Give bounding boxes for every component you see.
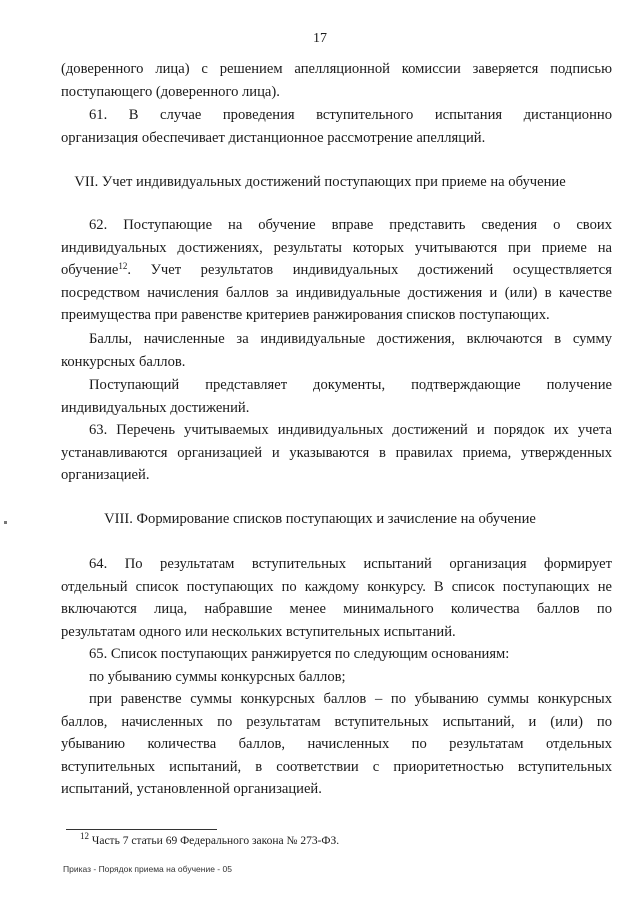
text-line: Поступающий представляет документы, подтверждающие получение	[89, 377, 612, 393]
text-line: 63. Перечень учитываемых индивидуальных достижений и порядок их учета	[89, 422, 612, 438]
paragraph-points	[61, 328, 612, 373]
text-line: включаются лица, набравшие менее минимального количества баллов по	[61, 601, 612, 617]
document-footer: Приказ - Порядок приема на обучение - 05	[63, 864, 232, 874]
paragraph-62	[61, 214, 612, 327]
text-line: Баллы, начисленные за индивидуальные достижения, включаются в сумму	[89, 331, 612, 347]
text-line-rest: . Учет результатов индивидуальных достижений осуществляется	[127, 262, 612, 278]
text-line: 65. Список поступающих ранжируется по следующим основаниям:	[89, 646, 510, 662]
list-item: по убыванию суммы конкурсных баллов;	[89, 668, 346, 685]
text-line: индивидуальных достижений.	[61, 399, 250, 416]
text-line: 62. Поступающие на обучение вправе представить сведения о своих	[89, 217, 612, 233]
paragraph-63	[61, 419, 612, 487]
text-line: 61. В случае проведения вступительного испытания дистанционно	[89, 107, 612, 123]
scan-margin-mark	[4, 521, 7, 524]
text-line: преимущества при равенстве критериев ранжирования списков поступающих.	[61, 307, 550, 323]
text-line: вступительных испытаний, в соответствии с приоритетностью вступительных	[61, 758, 612, 775]
text-line: организацией.	[61, 467, 150, 483]
text-line: индивидуальных достижениях, результаты которых учитываются при приеме на	[61, 239, 612, 256]
text-line: 64. По результатам вступительных испытаний организация формирует	[89, 556, 612, 572]
text-line: баллов, начисленных по результатам вступительных испытаний, и (или) по	[61, 713, 612, 730]
footnote-separator	[66, 829, 217, 830]
footnote-reference: 12	[118, 261, 128, 271]
text-line: отдельный список поступающих по каждому конкурсу. В список поступающих не	[61, 578, 612, 595]
text-line: посредством начисления баллов за индивидуальные достижения и (или) в качестве	[61, 284, 612, 301]
text-line: убыванию количества баллов, начисленных по результатам отдельных	[61, 736, 612, 752]
text-line: конкурсных баллов.	[61, 353, 186, 370]
paragraph-64	[61, 553, 612, 643]
text-line: организация обеспечивает дистанционное рассмотрение апелляций.	[61, 129, 486, 146]
footnote-mark: 12	[80, 831, 89, 841]
paragraph-65-item-2	[61, 688, 612, 801]
footnote-anchor-text: обучение	[61, 262, 119, 278]
text-line: результатам одного или нескольких вступительных испытаний.	[61, 623, 456, 640]
text-line: испытаний, установленной организацией.	[61, 781, 322, 797]
paragraph-documents	[61, 374, 612, 419]
section-7-heading: VII. Учет индивидуальных достижений поступающих при приеме на обучение	[74, 174, 566, 190]
paragraph-65	[61, 643, 612, 688]
page-number: 17	[313, 31, 327, 46]
text-line: (доверенного лица) с решением апелляционной комиссии заверяется подписью	[61, 61, 612, 77]
text-line: поступающего (доверенного лица).	[61, 83, 280, 100]
paragraph-60-continuation	[61, 58, 612, 103]
paragraph-61	[61, 104, 612, 149]
footnote	[80, 831, 340, 848]
text-line: при равенстве суммы конкурсных баллов – по убыванию суммы конкурсных	[89, 691, 612, 707]
text-line	[61, 259, 612, 282]
section-8-heading: VIII. Формирование списков поступающих и зачисление на обучение	[104, 511, 536, 527]
footnote-text: Часть 7 статьи 69 Федерального закона № 273-ФЗ.	[89, 835, 340, 847]
text-line: устанавливаются организацией и указываются в правилах приема, утвержденных	[61, 444, 612, 461]
